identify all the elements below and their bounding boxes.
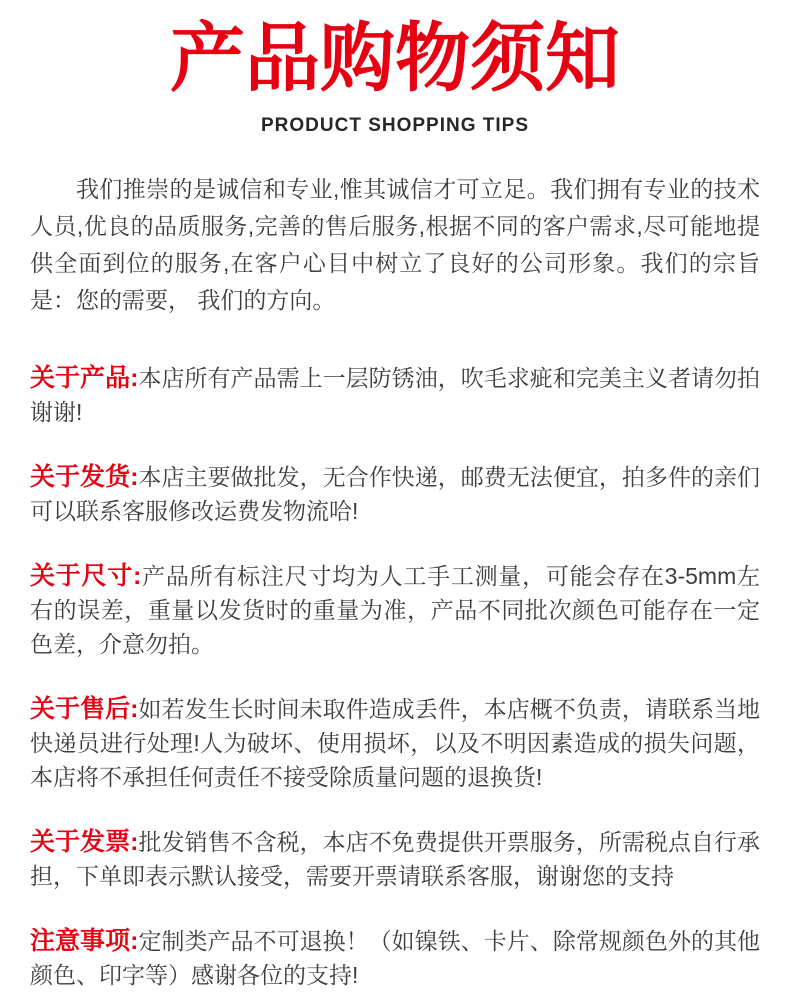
section-notes — [30, 924, 760, 992]
section-label-notes: 注意事项: — [30, 927, 139, 955]
notice-sections — [30, 361, 760, 992]
section-about-invoice — [30, 825, 760, 893]
section-label-about-size: 关于尺寸: — [30, 562, 142, 590]
section-text-about-aftersales: 如若发生长时间未取件造成丢件，本店概不负责，请联系当地快递员进行处理!人为破坏、使用损坏，以及不明因素造成的损失问题，本店将不承担任何责任不接受除质量问题的退换货! — [30, 696, 761, 790]
section-text-about-size: 产品所有标注尺寸均为人工手工测量，可能会存在3-5mm左右的误差，重量以发货时的重量为准，产品不同批次颜色可能存在一定色差，介意勿拍。 — [30, 563, 760, 657]
section-about-shipping — [30, 460, 760, 528]
section-about-product — [30, 361, 760, 429]
section-text-about-invoice: 批发销售不含税，本店不免费提供开票服务，所需税点自行承担，下单即表示默认接受，需要开票请联系客服，谢谢您的支持 — [30, 829, 761, 889]
page-subtitle: PRODUCT SHOPPING TIPS — [260, 115, 530, 136]
section-label-about-shipping: 关于发货: — [30, 463, 139, 491]
intro-paragraph: 我们推崇的是诚信和专业,惟其诚信才可立足。我们拥有专业的技术人员,优良的品质服务,完善的售后服务,根据不同的客户需求,尽可能地提供全面到位的服务,在客户心目中树立了良好的公司形象。我们的宗旨是：您的需要， 我们的方向。 — [30, 176, 760, 313]
page-title: 产品购物须知 — [169, 16, 620, 100]
section-about-size — [30, 559, 760, 661]
section-label-about-aftersales: 关于售后: — [30, 695, 139, 723]
section-label-about-invoice: 关于发票: — [30, 828, 139, 856]
section-label-about-product: 关于产品: — [30, 364, 139, 392]
section-text-about-product: 本店所有产品需上一层防锈油，吹毛求疵和完美主义者请勿拍谢谢! — [30, 365, 761, 425]
section-text-about-shipping: 本店主要做批发，无合作快递，邮费无法便宜，拍多件的亲们可以联系客服修改运费发物流哈! — [30, 464, 761, 524]
section-about-aftersales — [30, 692, 760, 794]
section-text-notes: 定制类产品不可退换！（如镍铁、卡片、除常规颜色外的其他颜色、印字等）感谢各位的支持! — [30, 928, 761, 988]
